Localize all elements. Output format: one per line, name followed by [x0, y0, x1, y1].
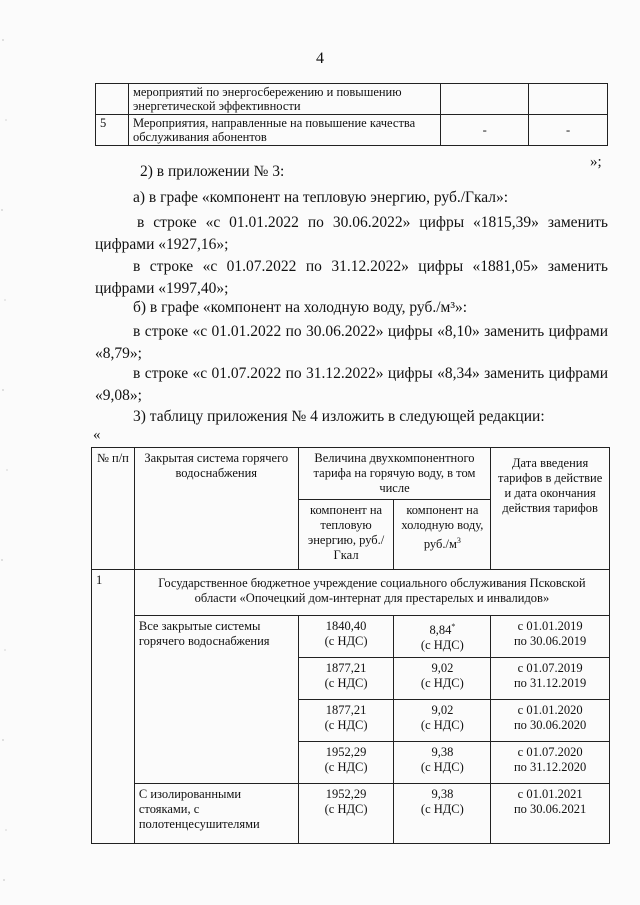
measure-text: Мероприятия, направленные на повышение качества обслуживания абонентов	[128, 115, 440, 146]
table-header-row	[92, 448, 610, 500]
closing-quote: »;	[590, 154, 602, 170]
value-cell: -	[529, 115, 608, 146]
table-row	[96, 115, 608, 146]
table-row	[92, 616, 610, 658]
value-cell	[529, 84, 608, 115]
water-value-cell: 8,84* (с НДС)	[394, 616, 491, 658]
paragraph-annex3: 2) в приложении № 3:	[140, 163, 285, 180]
scan-edge-noise	[0, 0, 12, 905]
system-label: Все закрытые системы горячего водоснабжения	[134, 616, 298, 784]
measures-table-fragment	[95, 83, 608, 146]
date-range-cell: с 01.01.2020 по 30.06.2020	[491, 700, 610, 742]
paragraph-heat-row1: в строке «с 01.01.2022 по 30.06.2022» цифры «1815,39» заменить цифрами «1927,16»;	[95, 214, 608, 253]
row-number: 1	[92, 570, 135, 844]
date-range-cell: с 01.07.2020 по 31.12.2020	[491, 742, 610, 784]
water-value-cell: 9,02 (с НДС)	[394, 700, 491, 742]
water-value-cell: 9,38 (с НДС)	[394, 784, 491, 844]
date-range-cell: с 01.01.2021 по 30.06.2021	[491, 784, 610, 844]
water-value-cell: 9,38 (с НДС)	[394, 742, 491, 784]
row-number: 5	[96, 115, 129, 146]
row-number	[96, 84, 129, 115]
table-row	[96, 84, 608, 115]
heat-value-cell: 1877,21 (с НДС)	[298, 700, 394, 742]
water-value-cell: 9,02 (с НДС)	[394, 658, 491, 700]
date-range-cell: с 01.01.2019 по 30.06.2019	[491, 616, 610, 658]
header-system: Закрытая система горячего водоснабжения	[134, 448, 298, 570]
header-tariff: Величина двухкомпонентного тарифа на горячую воду, в том числе	[298, 448, 491, 500]
header-num: № п/п	[92, 448, 135, 570]
heat-value-cell: 1952,29 (с НДС)	[298, 742, 394, 784]
paragraph-heat-row2: в строке «с 01.07.2022 по 31.12.2022» цифры «1881,05» заменить цифрами «1997,40»;	[95, 258, 608, 297]
header-heat-component: компонент на тепловую энергию, руб./Гкал	[298, 500, 394, 570]
value-cell: -	[441, 115, 529, 146]
paragraph-heat-column: а) в графе «компонент на тепловую энергию, руб./Гкал»:	[133, 189, 509, 206]
org-name: Государственное бюджетное учреждение социального обслуживания Псковской области «Опочецкий дом-интернат для престарелых и инвалидов»	[134, 570, 609, 616]
page-number: 4	[316, 50, 324, 67]
paragraph-water-row2: в строке «с 01.07.2022 по 31.12.2022» цифры «8,34» заменить цифрами «9,08»;	[95, 365, 608, 404]
header-water-component: компонент на холодную воду, $руб./м^3$	[394, 500, 491, 570]
measure-text: мероприятий по энергосбережению и повышению энергетической эффективности	[128, 84, 440, 115]
date-range-cell: с 01.07.2019 по 31.12.2019	[491, 658, 610, 700]
value-cell	[441, 84, 529, 115]
header-dates: Дата введения тарифов в действие и дата окончания действия тарифов	[491, 448, 610, 570]
heat-value-cell: 1952,29 (с НДС)	[298, 784, 394, 844]
paragraph-water-column: б) в графе «компонент на холодную воду, руб./м³»:	[133, 299, 468, 316]
table-row	[92, 784, 610, 844]
system-label: С изолированными стояками, с полотенцесушителями	[134, 784, 298, 844]
paragraph-annex4: 3) таблицу приложения № 4 изложить в следующей редакции:	[133, 408, 545, 425]
tariff-table	[91, 447, 610, 844]
heat-value-cell: 1840,40 (с НДС)	[298, 616, 394, 658]
opening-quote: «	[93, 427, 101, 443]
org-row	[92, 570, 610, 616]
paragraph-water-row1: в строке «с 01.01.2022 по 30.06.2022» цифры «8,10» заменить цифрами «8,79»;	[95, 323, 608, 362]
heat-value-cell: 1877,21 (с НДС)	[298, 658, 394, 700]
